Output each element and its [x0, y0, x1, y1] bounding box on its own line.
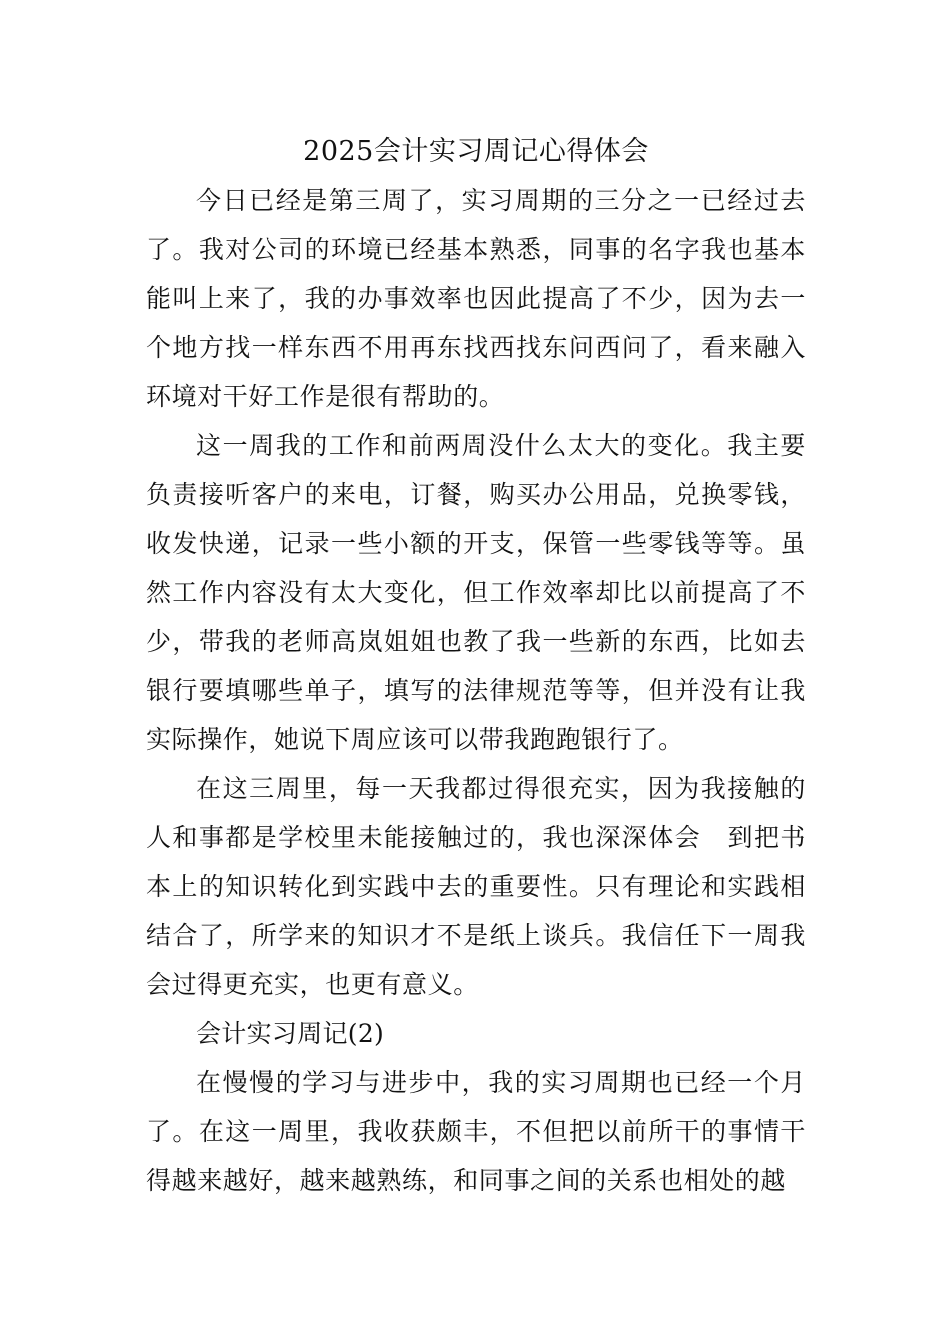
section-subheading: 会计实习周记(2): [196, 1019, 385, 1048]
document-title: 2025会计实习周记心得体会: [303, 136, 649, 167]
paragraph-4: 在慢慢的学习与进步中，我的实习周期也已经一个月了。在这一周里，我收获颇丰，不但把以前所干的事情干得越来越好，越来越熟练，和同事之间的关系也相处的越: [146, 1068, 806, 1195]
paragraph-2: 这一周我的工作和前两周没什么太大的变化。我主要负责接听客户的来电，订餐，购买办公用品，兑换零钱，收发快递，记录一些小额的开支，保管一些零钱等等。虽然工作内容没有太大变化，但工作效率却比以前提高了不少，带我的老师高岚姐姐也教了我一些新的东西，比如去银行要填哪些单子，填写的法律规范等等，但并没有让我实际操作，她说下周应该可以带我跑跑银行了。: [146, 431, 806, 754]
paragraph-1: 今日已经是第三周了，实习周期的三分之一已经过去了。我对公司的环境已经基本熟悉，同事的名字我也基本能叫上来了，我的办事效率也因此提高了不少，因为去一个地方找一样东西不用再东找西找东问西问了，看来融入环境对干好工作是很有帮助的。: [146, 186, 806, 411]
paragraph-3: 在这三周里，每一天我都过得很充实，因为我接触的人和事都是学校里未能接触过的，我也深深体会 到把书本上的知识转化到实践中去的重要性。只有理论和实践相结合了，所学来的知识才不是纸上谈兵。我信任下一周我会过得更充实，也更有意义。: [146, 774, 806, 999]
document-page: [146, 128, 806, 1205]
